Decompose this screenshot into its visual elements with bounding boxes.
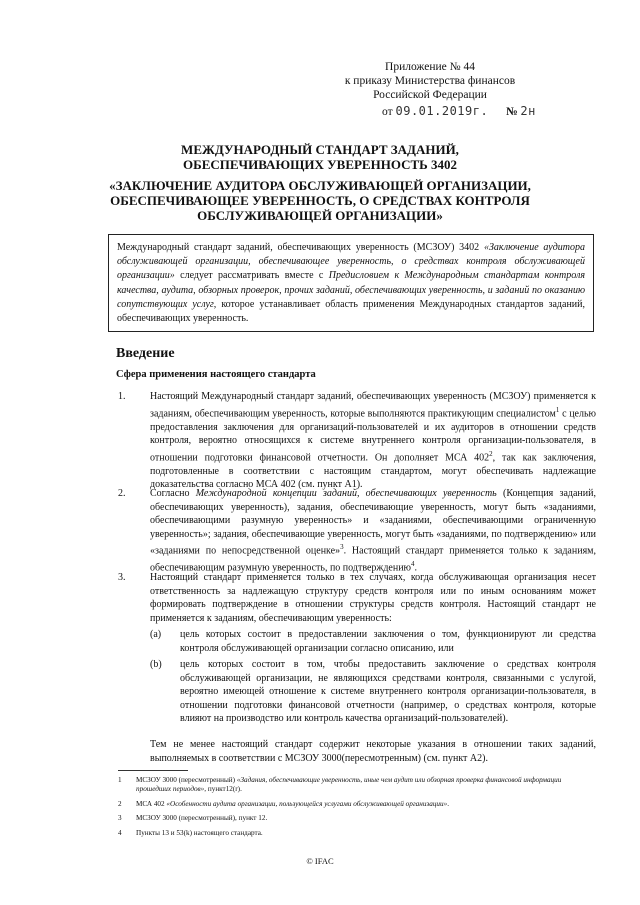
paragraph-number: 1. (118, 391, 126, 402)
subitem-label: (b) (150, 659, 162, 670)
intro-text-3: которое устанавливает область применения Международных стандартов заданий, обеспечивающих уверенность. (117, 298, 585, 325)
footnote-text (136, 776, 598, 795)
order-reference: к приказу Министерства финансов (344, 75, 516, 87)
intro-standard-title: «Заключение аудитора обслуживающей организации, обеспечивающее уверенность, о средствах контроля обслуживающей организации» (117, 242, 585, 282)
footnote-1 (118, 776, 598, 795)
footnote-divider (118, 770, 188, 771)
paragraph-1-text-a: Настоящий Международный стандарт заданий, обеспечивающих уверенность (МСЗОУ) применяется к заданиям, обеспечивающим уверенность, которые выполняются практикующим специалистом (150, 391, 596, 419)
footnote-number: 1 (118, 776, 122, 784)
paragraph-2-text-c: (Концепция заданий, обеспечивающих уверенность), задания, обеспечивающие уверенность, могут быть «заданиями, обеспечивающими разумную уверенность» и «заданиями, обеспечивающими ограниченную уверенность»; задания, обеспечивающие уверенность, могут быть «заданиями, по подтверждению» или «заданиями по непосредственной оценке» (150, 488, 596, 557)
intro-text-2: следует рассматривать вместе с (174, 270, 329, 282)
footnote-number: 3 (118, 814, 122, 823)
title-line-1: МЕЖДУНАРОДНЫЙ СТАНДАРТ ЗАДАНИЙ, (181, 142, 459, 157)
document-title (60, 142, 580, 223)
footnote-2-text-a: МСА 402 (136, 799, 167, 808)
footnote-ref-2: 2 (489, 449, 493, 458)
title-line-3: «ЗАКЛЮЧЕНИЕ АУДИТОРА ОБСЛУЖИВАЮЩЕЙ ОРГАНИЗАЦИИ, (109, 178, 531, 193)
footnote-ref-1: 1 (555, 405, 560, 414)
title-line-2: ОБЕСПЕЧИВАЮЩИХ УВЕРЕННОСТЬ 3402 (183, 157, 457, 172)
subitem-text: цель которых состоит в предоставлении заключения о том, функционируют ли средства контроля обслуживающей организации согласно описанию, или (180, 629, 596, 654)
paragraph-2 (118, 487, 596, 575)
title-line-4: ОБЕСПЕЧИВАЮЩЕЕ УВЕРЕННОСТЬ, О СРЕДСТВАХ КОНТРОЛЯ (110, 193, 530, 208)
footnote-2 (118, 800, 598, 809)
footnote-1-text-b: «Задания, обеспечивающие уверенность, иные чем аудит или обзорная проверка финансовой информации прошедших периодов» (136, 776, 562, 794)
intro-text-1: Международный стандарт заданий, обеспечивающих уверенность (МСЗОУ) 3402 (117, 242, 484, 253)
paragraph-1-text-b: с целью предоставления заключения для организаций-пользователей и их аудиторов в отношении средств контроля, вероятно относящихся к системе внутреннего контроля организации-пользователя, в отношении подготовки финансовой отчетности. Он дополняет МСА 402 (150, 407, 597, 464)
footnote-2-text-c: . (447, 799, 449, 808)
order-date-line (382, 104, 536, 118)
country-name: Российской Федерации (373, 89, 487, 101)
intro-preface-title: Предисловием к Международным стандартам контроля качества, аудита, обзорных проверок, прочих заданий, обеспечивающих уверенность, и заданий по оказанию сопутствующих услуг, (117, 270, 585, 310)
subitem-text: цель которых состоит в том, чтобы предоставить заключение о средствах контроля обслуживающей организации, не являющихся средствами контроля, связанными с услугой, вероятно имеющей отношение к системе внутреннего контроля организации-пользователя, в отношении подготовки финансовой отчетности (например, о средствах контроля, которые влияют на производство или контроль качества организаций-пользователей). (180, 659, 596, 725)
footnote-text: Пункты 13 и 53(k) настоящего стандарта. (136, 828, 263, 837)
footnote-1-text-c: , пункт12(r). (204, 785, 242, 794)
subitem-a (150, 628, 596, 655)
paragraph-text: Настоящий стандарт применяется только в тех случаях, когда обслуживающая организация несет ответственность за надлежащую структуру средств контроля или по иным основаниям может формировать подтверждение в отношении структуры средств контроля. Настоящий стандарт не применяется к заданиям, обеспечивающим уверенность: (150, 572, 596, 624)
paragraph-2-text-d: . Настоящий стандарт применяется только к заданиям, обеспечивающим разумную уверенность, по подтверждению (150, 545, 596, 574)
paragraph-1 (118, 390, 596, 492)
footnote-text (136, 800, 598, 809)
closing-paragraph: Тем не менее настоящий стандарт содержит некоторые указания в отношении таких заданий, выполняемых в соответствии с МСЗОУ 3000(пересмотренным) (см. пункт А2). (150, 739, 596, 764)
section-heading: Введение (116, 346, 175, 361)
intro-box (108, 234, 594, 332)
footnote-1-text-a: МСЗОУ 3000 (пересмотренный) (136, 776, 237, 784)
subitem-b (150, 658, 596, 726)
date-prefix: от (382, 106, 393, 118)
framework-title: Международной концепции заданий, обеспечивающих уверенность (195, 488, 497, 499)
footnote-number: 4 (118, 828, 122, 837)
appendix-header (310, 60, 550, 102)
paragraph-1-text-c: , так как заключения, подготовленные в соответствии с настоящим стандартом, могут обеспечивать надлежащие доказательства согласно МСА 402 (см. пункт А1). (150, 452, 596, 491)
order-number: 2н (520, 104, 536, 118)
appendix-number: Приложение № 44 (385, 61, 475, 73)
paragraph-text (150, 487, 596, 575)
footnote-ref-4: 4 (411, 560, 415, 569)
number-prefix: № (505, 106, 518, 118)
order-date: 09.01.2019г. (395, 104, 489, 118)
title-line-5: ОБСЛУЖИВАЮЩЕЙ ОРГАНИЗАЦИИ» (197, 208, 443, 223)
paragraph-2-text-a: Согласно (150, 488, 196, 499)
subitem-label: (a) (150, 629, 162, 640)
paragraph-text (150, 390, 596, 492)
paragraph-2-text-e: . (414, 562, 418, 574)
footnote-ref-3: 3 (340, 543, 344, 552)
section-subheading: Сфера применения настоящего стандарта (116, 369, 316, 380)
paragraph-3 (118, 571, 596, 625)
footnote-4 (118, 829, 598, 838)
paragraph-number: 2. (118, 488, 126, 499)
footnote-2-text-b: «Особенности аудита организации, пользующейся услугами обслуживающей организации» (166, 799, 448, 808)
footnote-3 (118, 814, 598, 823)
copyright-notice: © IFAC (306, 856, 334, 866)
footnotes (118, 776, 598, 843)
footnote-number: 2 (118, 799, 122, 808)
paragraph-number: 3. (118, 572, 126, 583)
footnote-text: МСЗОУ 3000 (пересмотренный), пункт 12. (136, 814, 268, 823)
